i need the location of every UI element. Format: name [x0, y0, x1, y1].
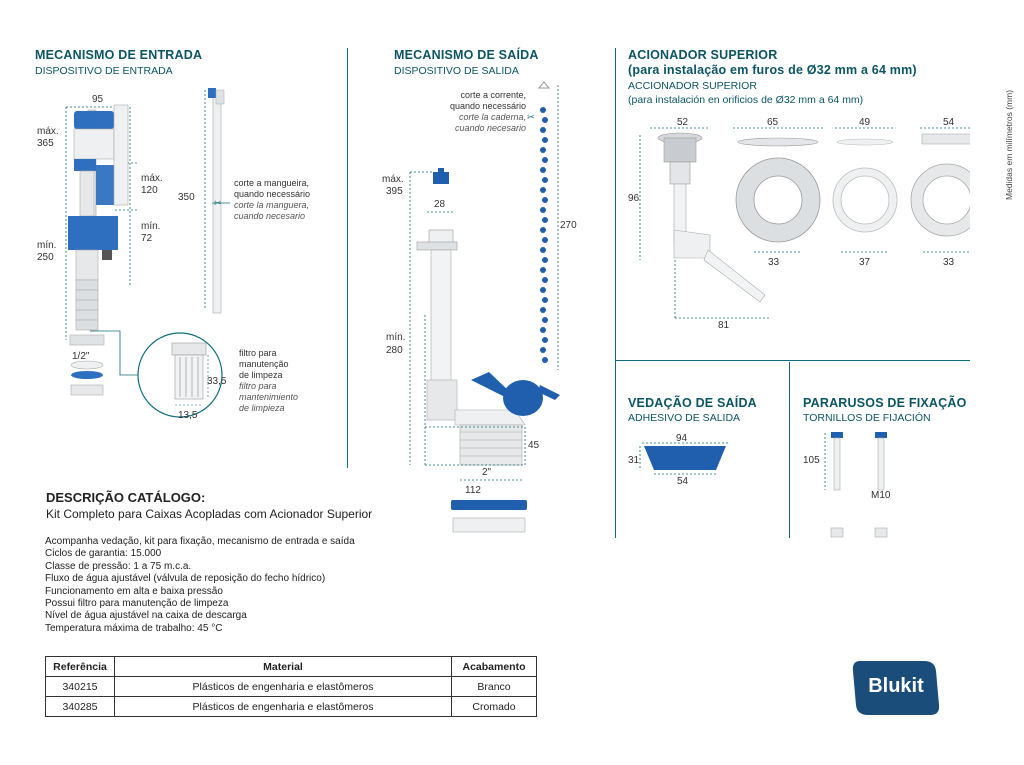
table-header-row	[46, 657, 537, 677]
feature-item: Funcionamento em alta e baixa pressão	[45, 585, 223, 597]
pararusos-title: PARARUSOS DE FIXAÇÃO	[803, 396, 967, 410]
cell-ref: 340215	[46, 677, 115, 697]
dim-280: 280	[386, 345, 403, 356]
dim-37: 37	[859, 257, 871, 268]
cell-finish: Cromado	[452, 697, 537, 717]
saida-drawing	[405, 80, 580, 540]
header-material: Material	[115, 657, 452, 677]
dim-52: 52	[677, 117, 689, 128]
dim-min250-label: mín.	[37, 240, 57, 251]
header-acabamento: Acabamento	[452, 657, 537, 677]
dim-45: 45	[528, 440, 540, 451]
dim-33-5: 33,5	[207, 376, 227, 387]
dim-49: 49	[859, 117, 871, 128]
dim-112: 112	[465, 485, 481, 496]
filter-note: filtro para manutenção de limpeza filtro para mantenimiento de limpieza	[239, 348, 299, 413]
table-row	[46, 677, 537, 697]
acionador-subtitle-2: (para instalación en orificios de Ø32 mm a 64 mm)	[628, 94, 864, 106]
feature-item: Classe de pressão: 1 a 75 m.c.a.	[45, 560, 192, 572]
cell-material: Plásticos de engenharia e elastômeros	[115, 697, 452, 717]
dim-max120-label: máx.	[141, 173, 163, 184]
vedacao-title: VEDAÇÃO DE SAÍDA	[628, 396, 757, 410]
feature-item: Possui filtro para manutenção de limpeza	[45, 598, 229, 610]
acionador-drawing	[630, 110, 970, 330]
dim-31: 31	[628, 455, 640, 466]
dim-105: 105	[803, 455, 820, 466]
dim-2-inch: 2"	[482, 467, 492, 478]
separator	[789, 362, 790, 538]
acionador-subtitle: ACCIONADOR SUPERIOR	[628, 80, 757, 92]
dim-350: 350	[178, 192, 195, 203]
acionador-title: ACIONADOR SUPERIOR	[628, 48, 778, 62]
feature-item: Nível de água ajustável na caixa de descarga	[45, 610, 247, 622]
dim-min72-label: mín.	[141, 221, 161, 232]
dim-270: 270	[560, 220, 577, 231]
dim-half-inch: 1/2"	[72, 351, 90, 362]
dim-81: 81	[718, 320, 730, 331]
acionador-title-2: (para instalação em furos de Ø32 mm a 64 mm)	[628, 63, 917, 77]
dim-max395-label: máx.	[382, 174, 404, 185]
dim-96: 96	[628, 193, 640, 204]
feature-list	[45, 536, 355, 635]
dim-max-label: máx.	[37, 126, 59, 137]
units-note: Medidas em milímetros (mm)	[1004, 89, 1014, 200]
dim-33-ring3: 33	[943, 257, 955, 268]
feature-item: Temperatura máxima de trabalho: 45 °C	[45, 622, 223, 634]
dim-54-ring: 54	[943, 117, 955, 128]
chain-cut-note: corte a corrente, quando necessário corte la caderna, cuando necesario	[449, 90, 526, 133]
dim-95: 95	[92, 94, 104, 105]
feature-item: Acompanha vedação, kit para fixação, mecanismo de entrada e saída	[45, 536, 355, 547]
entrada-subtitle: DISPOSITIVO DE ENTRADA	[35, 65, 173, 77]
dim-65: 65	[767, 117, 779, 128]
dim-min280-label: mín.	[386, 332, 406, 343]
cell-ref: 340285	[46, 697, 115, 717]
dim-395: 395	[386, 186, 403, 197]
dim-33-ring1: 33	[768, 257, 780, 268]
svg-text:✂: ✂	[214, 198, 222, 208]
separator	[615, 360, 970, 361]
logo-text: Blukit	[868, 675, 924, 697]
description-title: DESCRIÇÃO CATÁLOGO:	[46, 490, 206, 505]
entrada-title: MECANISMO DE ENTRADA	[35, 48, 203, 62]
dim-13-5: 13,5	[178, 410, 198, 421]
blukit-logo	[850, 657, 942, 719]
saida-subtitle: DISPOSITIVO DE SALIDA	[394, 65, 519, 77]
cell-finish: Branco	[452, 677, 537, 697]
header-referencia: Referência	[46, 657, 115, 677]
dim-m10: M10	[871, 490, 891, 501]
feature-item: Fluxo de água ajustável (válvula de reposição do fecho hídrico)	[45, 573, 326, 585]
dim-94: 94	[676, 433, 688, 444]
dim-min250: 250	[37, 252, 54, 263]
table-row	[46, 697, 537, 717]
dim-365: 365	[37, 138, 54, 149]
cell-material: Plásticos de engenharia e elastômeros	[115, 677, 452, 697]
pararusos-drawing	[820, 428, 900, 543]
pararusos-subtitle: TORNILLOS DE FIJACIÓN	[803, 412, 931, 424]
separator	[347, 48, 348, 468]
reference-table	[45, 656, 537, 717]
feature-item: Ciclos de garantia: 15.000	[45, 548, 162, 560]
hose-cut-note: corte a mangueira, quando necessário corte la manguera, cuando necesario	[234, 178, 311, 221]
svg-text:✂: ✂	[527, 112, 535, 122]
dim-min72: 72	[141, 233, 153, 244]
saida-title: MECANISMO DE SAÍDA	[394, 48, 539, 62]
dim-54-seal: 54	[677, 476, 689, 487]
separator	[615, 48, 616, 538]
vedacao-subtitle: ADHESIVO DE SALIDA	[628, 412, 741, 424]
description-subtitle: Kit Completo para Caixas Acopladas com Acionador Superior	[46, 507, 373, 521]
dim-28: 28	[434, 199, 446, 210]
dim-max120: 120	[141, 185, 158, 196]
